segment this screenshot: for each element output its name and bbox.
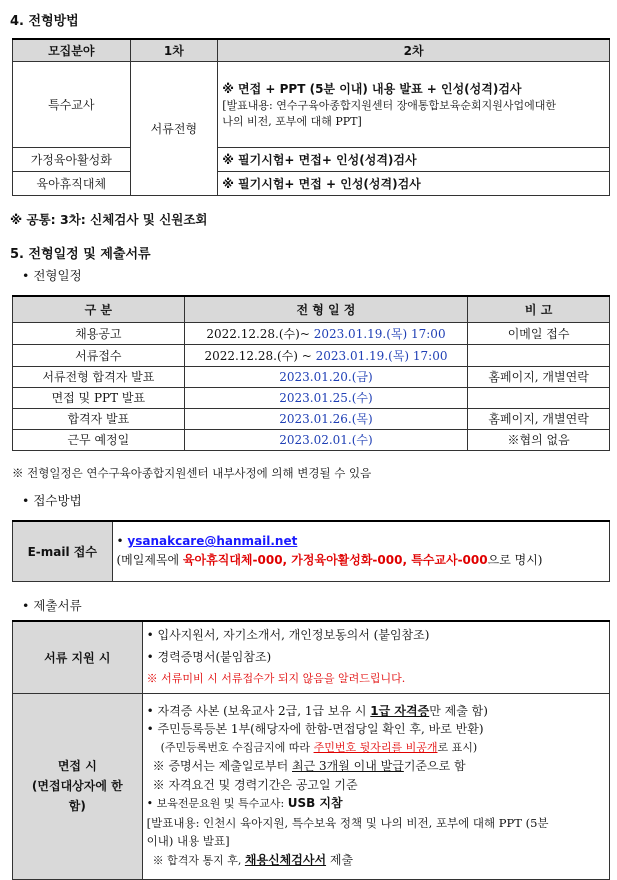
- schedule-note: ※ 전형일정은 연수구육아종합지원센터 내부사정에 의해 변경될 수 있음: [12, 466, 372, 480]
- docs1-line2: • 경력증명서(붙임참조): [146, 650, 272, 665]
- table-row: [13, 344, 610, 366]
- email-table: [12, 520, 610, 582]
- header-second: 2차: [218, 39, 610, 61]
- sched-name: 채용공고: [13, 322, 185, 344]
- header-field: 모집분야: [13, 39, 131, 61]
- d2-l7: [발표내용: 인천시 육아지원, 특수보육 정책 및 나의 비전, 포부에 대해 PPT (5분: [146, 815, 549, 830]
- sched-note: 이메일 접수: [468, 322, 610, 344]
- table-row: [13, 322, 610, 344]
- schedule-heading: • 전형일정: [22, 268, 82, 283]
- table-row: [13, 366, 610, 387]
- second-stage-home: ※ 필기시험+ 면접+ 인성(성격)검사: [218, 147, 610, 171]
- docs-interview-content: [142, 693, 609, 879]
- sched-name: 면접 및 PPT 발표: [13, 387, 185, 408]
- d2-l3-red: 주민번호 뒷자리를 비공개: [313, 740, 438, 754]
- d2-l6-bold: USB 지참: [287, 796, 343, 811]
- docs1-line3: ※ 서류미비 시 서류접수가 되지 않음을 알려드립니다.: [146, 672, 406, 686]
- docs-label-interview: [13, 693, 143, 879]
- sched-header-note: 비 고: [468, 296, 610, 322]
- common-note: ※ 공통: 3차: 신체검사 및 신원조회: [10, 212, 208, 227]
- section4-title: 4. 전형방법: [10, 14, 79, 29]
- d2-l1-post: 만 제출 함): [429, 703, 488, 718]
- d2-l9-post: 제출: [326, 852, 354, 867]
- docs1-line1: • 입사지원서, 자기소개서, 개인정보동의서 (붙임참조): [146, 628, 430, 643]
- docs-table: [12, 620, 610, 880]
- docs-heading: • 제출서류: [22, 598, 82, 613]
- field-home-parenting: 가정육아활성화: [13, 147, 131, 171]
- sched-note: [468, 344, 610, 366]
- field-special-teacher: 특수교사: [13, 61, 131, 147]
- email-label: E-mail 접수: [13, 521, 113, 581]
- d2-l9-pre: ※ 합격자 통지 후,: [152, 853, 245, 867]
- docs-label2-line2: (면접대상자에 한: [31, 779, 123, 793]
- d2-l3-post: 로 표시): [437, 740, 478, 754]
- docs-label2-line3: 함): [68, 799, 86, 813]
- schedule-table: [12, 295, 610, 451]
- d2-l4-pre: ※ 증명서는 제출일로부터: [152, 759, 293, 774]
- docs-label-document: 서류 지원 시: [13, 621, 143, 693]
- table-row: [13, 429, 610, 450]
- sched-note: ※협의 없음: [468, 429, 610, 450]
- sched-date-end: 2023.01.25.(수): [184, 387, 468, 408]
- d2-l3-pre: (주민등록번호 수집금지에 따라: [160, 740, 314, 754]
- second-stage-special-line2: [발표내용: 연수구육아종합지원센터 장애통합보육순회지원사업에대한: [222, 98, 556, 112]
- email-link[interactable]: ysanakcare@hanmail.net: [127, 534, 298, 549]
- sched-header-date: 전 형 일 정: [184, 296, 468, 322]
- sched-date-start: 2022.12.28.(수) ~: [204, 348, 316, 363]
- sched-name: 근무 예정일: [13, 429, 185, 450]
- header-first: 1차: [130, 39, 218, 61]
- sched-date-end: 2023.01.19.(목) 17:00: [313, 326, 446, 341]
- sched-name: 서류전형 합격자 발표: [13, 366, 185, 387]
- sched-name: 서류접수: [13, 344, 185, 366]
- d2-l9-bold: 채용신체검사서: [244, 852, 327, 867]
- table-row: [13, 387, 610, 408]
- second-stage-leave: ※ 필기시험+ 면접 + 인성(성격)검사: [218, 171, 610, 195]
- second-stage-special-line3: 나의 비전, 포부에 대해 PPT]: [222, 114, 362, 128]
- section5-title: 5. 전형일정 및 제출서류: [10, 247, 151, 262]
- sched-date-end: 2023.01.20.(금): [184, 366, 468, 387]
- receipt-heading: • 접수방법: [22, 493, 82, 508]
- field-leave-substitute: 육아휴직대체: [13, 171, 131, 195]
- email-content: [112, 521, 610, 581]
- second-stage-special: [218, 61, 610, 147]
- d2-l2: • 주민등록등본 1부(해당자에 한함-면접당일 확인 후, 바로 반환): [146, 722, 484, 737]
- sched-date: [184, 322, 468, 344]
- first-stage-document: 서류전형: [130, 61, 218, 195]
- email-subject-post: 으로 명시): [487, 553, 543, 568]
- docs-document-content: [142, 621, 609, 693]
- method-table: [12, 38, 610, 196]
- email-bullet: •: [116, 534, 128, 549]
- docs-label2-line1: 면접 시: [57, 759, 97, 773]
- d2-l4-underline: 최근 3개월 이내 발급: [292, 759, 404, 774]
- table-row: [13, 408, 610, 429]
- sched-header-category: 구 분: [13, 296, 185, 322]
- sched-note: [468, 387, 610, 408]
- sched-date-end: 2023.01.19.(목) 17:00: [315, 348, 448, 363]
- email-subject-red: 육아휴직대체-000, 가정육아활성화-000, 특수교사-000: [182, 553, 488, 568]
- second-stage-special-line1: ※ 면접 + PPT (5분 이내) 내용 발표 + 인성(성격)검사: [222, 81, 522, 96]
- d2-l1-bold: 1급 자격증: [370, 703, 430, 718]
- email-subject-pre: (메일제목에: [116, 553, 183, 568]
- sched-date-end: 2023.01.26.(목): [184, 408, 468, 429]
- d2-l8: 이내) 내용 발표]: [146, 834, 230, 849]
- sched-name: 합격자 발표: [13, 408, 185, 429]
- d2-l1-pre: • 자격증 사본 (보육교사 2급, 1급 보유 시: [146, 703, 371, 718]
- d2-l5: ※ 자격요건 및 경력기간은 공고일 기준: [152, 777, 358, 792]
- sched-date-end: 2023.02.01.(수): [184, 429, 468, 450]
- sched-note: 홈페이지, 개별연락: [468, 408, 610, 429]
- sched-date: [184, 344, 468, 366]
- d2-l4-post: 기준으로 함: [403, 759, 466, 774]
- d2-l6-pre: • 보육전문요원 및 특수교사:: [146, 797, 288, 811]
- sched-date-start: 2022.12.28.(수)~: [206, 326, 314, 341]
- sched-note: 홈페이지, 개별연락: [468, 366, 610, 387]
